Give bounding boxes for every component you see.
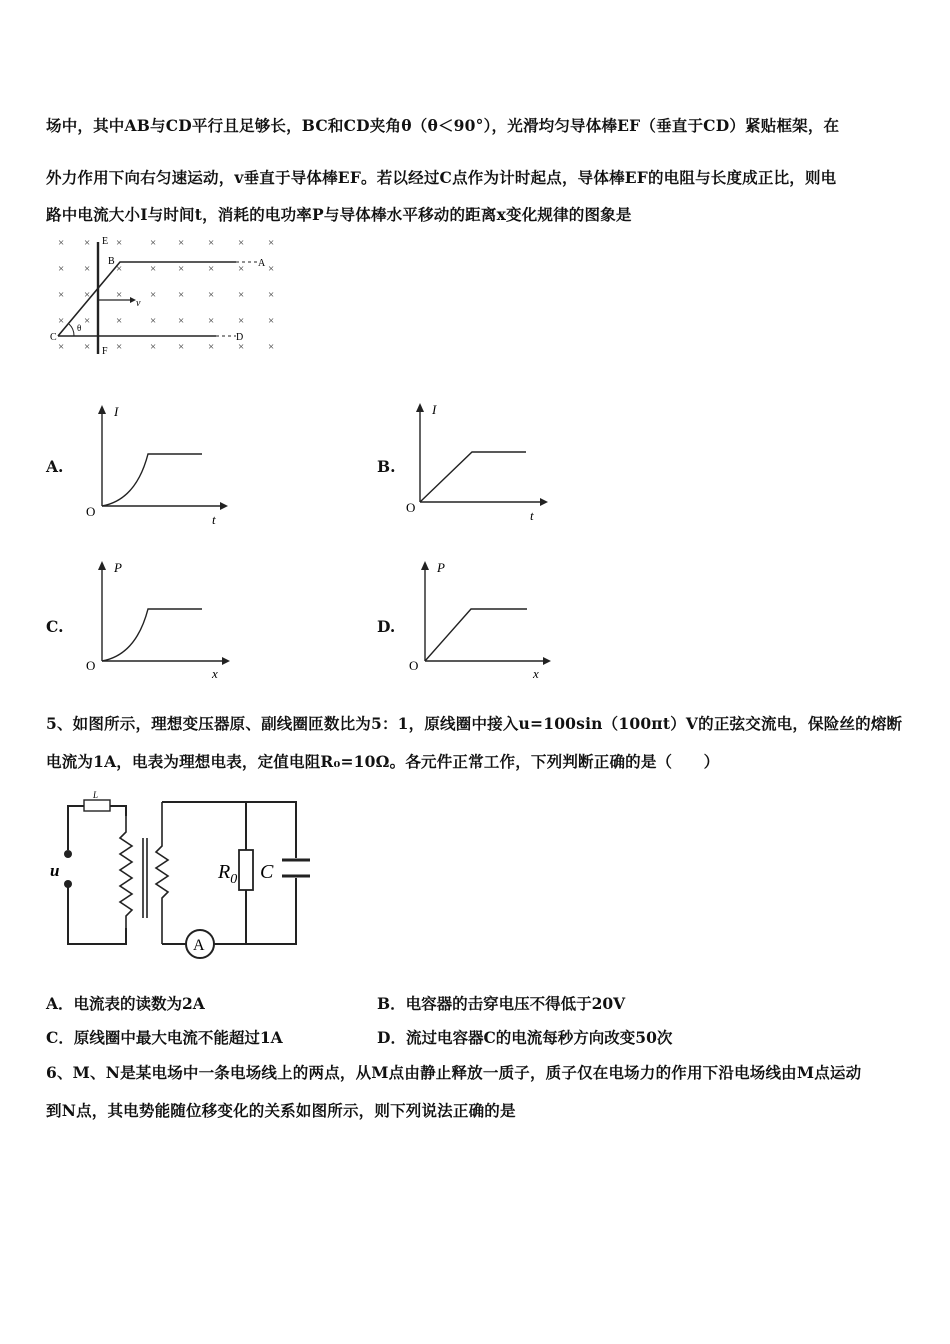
resistor-label: $R_0$ [218, 861, 238, 887]
field-cross-icon: × [150, 289, 157, 301]
terminal-top [64, 850, 72, 858]
field-cross-icon: × [268, 315, 275, 327]
primary-wire-top [68, 806, 126, 850]
field-cross-icon: × [116, 289, 123, 301]
field-cross-icon: × [238, 237, 245, 249]
terminal-bottom [64, 880, 72, 888]
graph-d-origin: O [409, 658, 419, 673]
field-cross-icon: × [150, 315, 157, 327]
field-cross-icon: × [208, 341, 215, 353]
capacitor-label: C [260, 861, 274, 883]
q5-text-line-2: 电流为1A，电表为理想电表，定值电阻R₀=10Ω。各元件正常工作，下列判断正确的是（ ） [46, 752, 720, 771]
field-cross-icon: × [238, 315, 245, 327]
fuse [84, 800, 110, 811]
q5-text-line-1: 5、如图所示，理想变压器原、副线圈匝数比为5：1，原线圈中接入u=100sin（100πt）V的正弦交流电，保险丝的熔断 [46, 714, 903, 733]
graph-a-origin: O [86, 504, 96, 519]
field-cross-icon: × [84, 315, 91, 327]
graph-c-origin: O [86, 658, 96, 673]
y-arrow-icon [98, 561, 106, 570]
field-cross-icon: × [84, 263, 91, 275]
field-cross-icon: × [150, 263, 157, 275]
graph-a-y-label: I [114, 404, 119, 419]
label-e: E [102, 236, 109, 247]
secondary-coil [156, 802, 168, 944]
field-cross-icon: × [116, 315, 123, 327]
q6-text-line-1: 6、M、N是某电场中一条电场线上的两点，从M点由静止释放一质子，质子仅在电场力的作用下沿电场线由M点运动 [46, 1063, 862, 1082]
field-cross-icon: × [150, 341, 157, 353]
q4-text-line-3: 路中电流大小I与时间t，消耗的电功率P与导体棒水平移动的距离x变化规律的图象是 [46, 205, 632, 224]
label-d: D [236, 332, 244, 343]
ammeter-label: A [193, 937, 205, 954]
y-arrow-icon [98, 405, 106, 414]
field-cross-icon: × [178, 263, 185, 275]
q4-text-line-2: 外力作用下向右匀速运动，v垂直于导体棒EF。若以经过C点作为计时起点，导体棒EF的电阻与长度成正比，则电 [46, 168, 837, 187]
q4-graph-d [403, 558, 558, 683]
q4-text-line-1: 场中，其中AB与CD平行且足够长，BC和CD夹角θ（θ＜90°），光滑均匀导体棒EF（垂直于CD）紧贴框架，在 [46, 116, 840, 135]
q4-option-a-label[interactable]: A. [46, 457, 64, 476]
q4-option-b-label[interactable]: B. [377, 457, 396, 476]
label-v: v [136, 298, 141, 309]
primary-wire-bottom [68, 886, 126, 944]
q4-graph-a [80, 402, 230, 532]
label-theta: θ [77, 323, 82, 333]
graph-a-x-label: t [212, 512, 216, 527]
x-arrow-icon [540, 498, 548, 506]
primary-coil [120, 816, 132, 928]
field-cross-icon: × [268, 237, 275, 249]
field-cross-icon: × [178, 237, 185, 249]
secondary-wire-bottom-right [214, 878, 296, 944]
field-cross-icon: × [116, 263, 123, 275]
field-cross-icon: × [84, 341, 91, 353]
theta-arc [69, 324, 74, 336]
field-cross-icon: × [58, 237, 65, 249]
resistor-r0 [239, 850, 253, 890]
field-cross-icon: × [208, 237, 215, 249]
graph-b-origin: O [406, 500, 416, 515]
field-cross-icon: × [208, 289, 215, 301]
field-cross-icon: × [268, 263, 275, 275]
q4-field-figure [46, 232, 286, 362]
q6-text-line-2: 到N点，其电势能随位移变化的关系如图所示，则下列说法正确的是 [46, 1101, 516, 1120]
graph-b-y-label: I [432, 402, 437, 417]
secondary-wire-top [162, 802, 296, 858]
label-f: F [102, 346, 108, 357]
field-cross-icon: × [178, 315, 185, 327]
field-cross-icon: × [238, 341, 245, 353]
field-cross-icon: × [58, 315, 65, 327]
graph-b-x-label: t [530, 508, 534, 523]
y-arrow-icon [416, 403, 424, 412]
field-cross-icon: × [58, 289, 65, 301]
graph-c-x-label: x [212, 666, 218, 681]
field-cross-icon: × [116, 341, 123, 353]
graph-d-y-label: P [437, 560, 445, 575]
field-cross-icon: × [268, 341, 275, 353]
graph-d-x-label: x [533, 666, 539, 681]
graph-d-line [425, 609, 527, 661]
field-cross-icon: × [58, 263, 65, 275]
field-cross-icon: × [178, 341, 185, 353]
graph-c-y-label: P [114, 560, 122, 575]
x-arrow-icon [220, 502, 228, 510]
x-arrow-icon [543, 657, 551, 665]
graph-b-line [420, 452, 526, 502]
q5-option-c[interactable]: C．原线圈中最大电流不能超过1A [46, 1028, 283, 1047]
field-cross-icon: × [238, 289, 245, 301]
source-label-u: u [50, 861, 60, 880]
field-cross-icon: × [208, 263, 215, 275]
q4-option-c-label[interactable]: C. [46, 617, 64, 636]
field-cross-icon: × [84, 289, 91, 301]
label-a: A [258, 258, 266, 269]
q5-option-d[interactable]: D．流过电容器C的电流每秒方向改变50次 [377, 1028, 673, 1047]
graph-c-curve [102, 609, 202, 661]
field-cross-icon: × [116, 237, 123, 249]
field-cross-icon: × [58, 341, 65, 353]
label-b: B [108, 256, 115, 267]
fuse-label: L [93, 790, 99, 800]
q4-graph-b [400, 398, 555, 528]
field-cross-icon: × [84, 237, 91, 249]
x-arrow-icon [222, 657, 230, 665]
field-cross-icon: × [208, 315, 215, 327]
field-cross-icon: × [150, 237, 157, 249]
field-cross-icon: × [268, 289, 275, 301]
q5-option-b[interactable]: B．电容器的击穿电压不得低于20V [377, 994, 626, 1013]
q4-option-d-label[interactable]: D. [377, 617, 396, 636]
q5-circuit-figure [46, 790, 326, 965]
q5-option-a[interactable]: A．电流表的读数为2A [46, 994, 205, 1013]
label-c: C [50, 332, 57, 343]
q4-graph-c [80, 558, 235, 683]
field-cross-icon: × [238, 263, 245, 275]
field-cross-icon: × [178, 289, 185, 301]
graph-a-curve [102, 454, 202, 506]
y-arrow-icon [421, 561, 429, 570]
